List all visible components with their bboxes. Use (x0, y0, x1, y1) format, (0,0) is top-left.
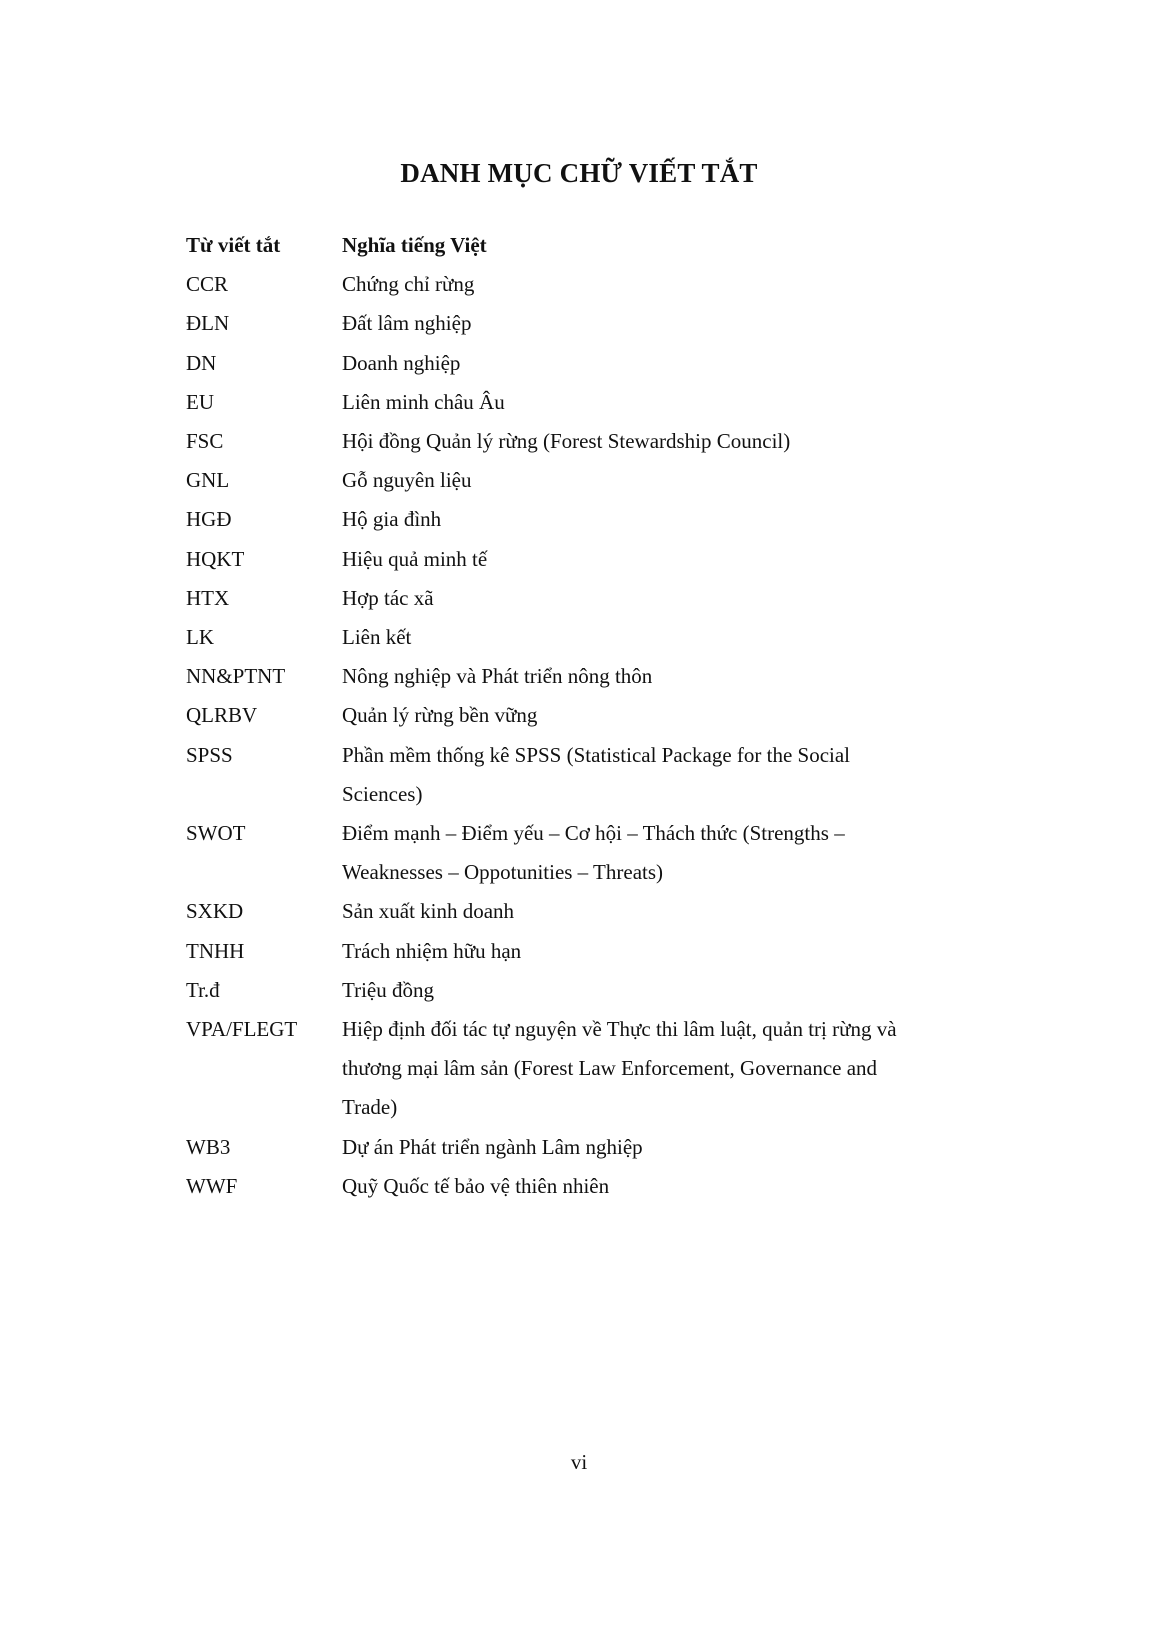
meaning (342, 579, 976, 618)
table-row (186, 932, 976, 971)
table-row (186, 1128, 976, 1167)
meaning-line: thương mại lâm sản (Forest Law Enforcement, Governance and (342, 1056, 878, 1081)
table-body (186, 265, 976, 1206)
column-header-abbreviation: Từ viết tắt (186, 233, 281, 257)
table-row (186, 579, 976, 618)
meaning (342, 892, 976, 931)
table-row (186, 1167, 976, 1206)
meaning (342, 657, 976, 696)
table-row (186, 696, 976, 735)
meaning (342, 618, 976, 657)
abbreviation: GNL (186, 468, 230, 493)
abbreviation: EU (186, 389, 214, 414)
meaning-line: Liên minh châu Âu (342, 389, 505, 414)
table-row (186, 304, 976, 343)
abbreviation: Tr.đ (186, 977, 220, 1002)
meaning-line: Hiệu quả minh tế (342, 546, 488, 571)
meaning (342, 1167, 976, 1206)
meaning (342, 344, 976, 383)
meaning (342, 540, 976, 579)
meaning (342, 736, 976, 814)
meaning-line: Weaknesses – Oppotunities – Threats) (342, 860, 664, 885)
table-row (186, 344, 976, 383)
table-row (186, 814, 976, 892)
page-title: DANH MỤC CHỮ VIẾT TẮT (400, 158, 758, 188)
meaning (342, 1128, 976, 1167)
meaning-line: Quỹ Quốc tế bảo vệ thiên nhiên (342, 1173, 610, 1198)
meaning (342, 265, 976, 304)
meaning (342, 696, 976, 735)
abbreviation: WWF (186, 1173, 238, 1198)
meaning-line: Liên kết (342, 625, 412, 650)
table-row (186, 383, 976, 422)
abbreviation: HGĐ (186, 507, 232, 532)
table-row (186, 971, 976, 1010)
meaning-line: Trách nhiệm hữu hạn (342, 938, 522, 963)
meaning-line: Triệu đồng (342, 977, 434, 1002)
meaning-line: Gỗ nguyên liệu (342, 468, 472, 493)
abbreviation: HQKT (186, 546, 245, 571)
table-row (186, 422, 976, 461)
meaning-line: Nông nghiệp và Phát triển nông thôn (342, 664, 653, 689)
abbreviation-table (186, 226, 976, 1206)
meaning-line: Sciences) (342, 781, 423, 806)
abbreviation: ĐLN (186, 311, 230, 336)
meaning (342, 422, 976, 461)
abbreviation: LK (186, 625, 214, 650)
table-header (186, 226, 976, 265)
meaning (342, 814, 976, 892)
meaning (342, 971, 976, 1010)
meaning-line: Doanh nghiệp (342, 350, 461, 375)
abbreviation: HTX (186, 585, 230, 610)
table-row (186, 736, 976, 814)
meaning-line: Chứng chỉ rừng (342, 272, 475, 297)
meaning (342, 461, 976, 500)
abbreviation: SPSS (186, 742, 233, 767)
meaning-line: Quản lý rừng bền vững (342, 703, 538, 728)
table-row (186, 618, 976, 657)
meaning-line: Điểm mạnh – Điểm yếu – Cơ hội – Thách thức (Strengths – (342, 821, 845, 846)
meaning (342, 383, 976, 422)
abbreviation: SWOT (186, 821, 246, 846)
table-row (186, 540, 976, 579)
meaning-line: Dự án Phát triển ngành Lâm nghiệp (342, 1134, 643, 1159)
table-row (186, 657, 976, 696)
abbreviation: TNHH (186, 938, 245, 963)
table-row (186, 1010, 976, 1128)
abbreviation: NN&PTNT (186, 664, 286, 689)
meaning (342, 500, 976, 539)
abbreviation: QLRBV (186, 703, 258, 728)
table-row (186, 265, 976, 304)
table-row (186, 892, 976, 931)
table-row (186, 500, 976, 539)
meaning-line: Sản xuất kinh doanh (342, 899, 515, 924)
meaning-line: Hộ gia đình (342, 507, 442, 532)
meaning-line: Trade) (342, 1095, 398, 1120)
meaning-line: Đất lâm nghiệp (342, 311, 472, 336)
page-number: vi (570, 1450, 588, 1474)
meaning (342, 304, 976, 343)
meaning-line: Hội đồng Quản lý rừng (Forest Stewardship Council) (342, 429, 791, 454)
meaning-line: Hiệp định đối tác tự nguyện về Thực thi lâm luật, quản trị rừng và (342, 1017, 897, 1042)
abbreviation: WB3 (186, 1134, 231, 1159)
abbreviation: VPA/FLEGT (186, 1017, 298, 1042)
abbreviation: SXKD (186, 899, 244, 924)
meaning-line: Phần mềm thống kê SPSS (Statistical Package for the Social (342, 742, 851, 767)
abbreviation: DN (186, 350, 217, 375)
meaning-line: Hợp tác xã (342, 585, 434, 610)
table-row (186, 461, 976, 500)
meaning (342, 932, 976, 971)
abbreviation: FSC (186, 429, 224, 454)
abbreviation: CCR (186, 272, 229, 297)
column-header-meaning: Nghĩa tiếng Việt (342, 233, 487, 257)
meaning (342, 1010, 976, 1128)
